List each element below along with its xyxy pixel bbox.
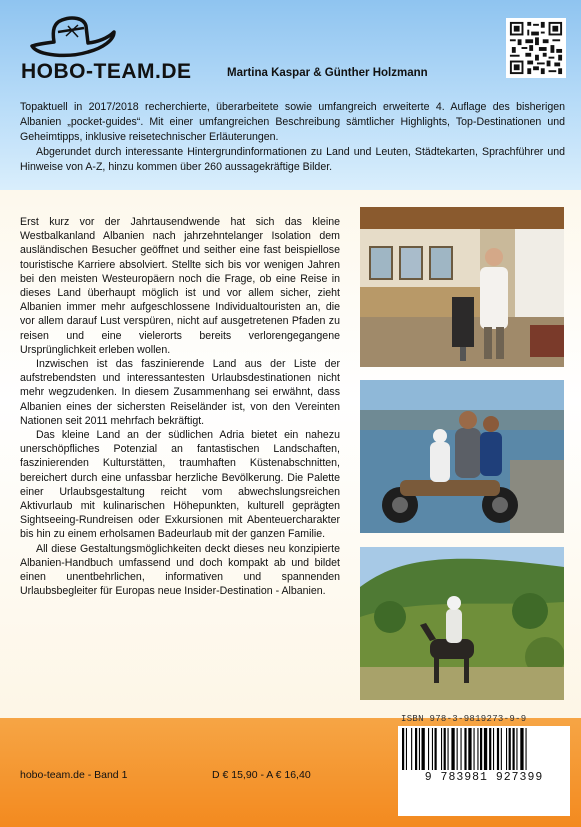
publisher-logo: HOBO-TEAM.DE (21, 60, 192, 83)
intro-paragraph: Topaktuell in 2017/2018 recherchierte, überarbeitete sowie umfangreich erweiterte 4. Auflage des bisherigen Albanien „pocket-guides“. Mit einer umfangreichen Beschreibung sämtlicher Highlights, Top-Destinationen und Geheimtipps, inklusive reisetechnischer Erläuterungen. (20, 101, 565, 143)
qr-code (506, 18, 566, 78)
body-text (20, 215, 340, 598)
body-paragraph: Das kleine Land an der südlichen Adria bietet ein nahezu unerschöpfliches Potenzial an fantastischen Landschaften, faszinierenden Kulturstätten, traumhaften Küstenabschnitten, bereichert durch eine unfassbar herzliche Bevölkerung. Die Palette einer Urlaubsgestaltung reicht vom abwechslungsreichen Aktivurlaub mit kulinarischen Höhepunkten, kulturell geprägten Sightseeing-Rundreisen oder Exkursionen mit Abenteuercharakter bis hin zu einem erholsamen Badeurlaub mit der ganzen Familie. (20, 429, 340, 541)
price-label: D € 15,90 - A € 16,40 (212, 769, 311, 781)
motorbike-family-photo (360, 380, 564, 533)
body-paragraph: All diese Gestaltungsmöglichkeiten deckt dieses neu konzipierte Albanien-Handbuch umfassend und doch kompakt ab und bildet einen unentbehrlichen, informativen und spannenden Urlaubsbegleiter für Europas neue Insider-Destination - Albanien. (20, 542, 340, 598)
barber-shop-photo (360, 207, 564, 367)
ean-number: 9 783981 927399 (424, 771, 544, 784)
isbn-label: ISBN 978-3-9819273-9-9 (401, 714, 527, 724)
donkey-rider-photo (360, 547, 564, 700)
body-paragraph: Erst kurz vor der Jahrtausendwende hat sich das kleine Westbalkanland Albanien nach jahrzehntelanger Isolation dem ausländischen Besucher geöffnet und seither eine fast beispiellose touristische Karriere absolviert. Stellte sich bis vor wenigen Jahren bei den meisten Westeuropäern noch die Frage, ob eine Reise in dieses Land überhaupt möglich ist und vor allem sicher, zieht Albanien immer mehr aufgeschlossene Individualtouristen an, die vor allem darauf Lust verspüren, nicht auf ausgetretenen Pfaden zu reisen und eine vielerorts bereits verlorengegangene Ursprünglichkeit erleben wollen. (20, 216, 340, 356)
body-paragraph: Inzwischen ist das faszinierende Land aus der Liste der aufstrebendsten und interessantesten Urlaubsdestinationen nicht mehr wegzudenken. In diesem Zusammenhang sei erwähnt, dass Albanien eines der sichersten Reiseländer ist, von den Vereinten Nationen seit 2011 mehrfach bekräftigt. (20, 358, 340, 427)
series-label: hobo-team.de - Band 1 (20, 769, 128, 781)
book-authors: Martina Kaspar & Günther Holzmann (227, 67, 428, 79)
hat-logo-icon (28, 12, 118, 62)
intro-blurb (20, 100, 565, 175)
intro-paragraph: Abgerundet durch interessante Hintergrundinformationen zu Land und Leuten, Städtekarten, Sprachführer und Hinweise von A-Z, hinzu kommen über 260 aussagekräftige Bilder. (20, 146, 565, 173)
